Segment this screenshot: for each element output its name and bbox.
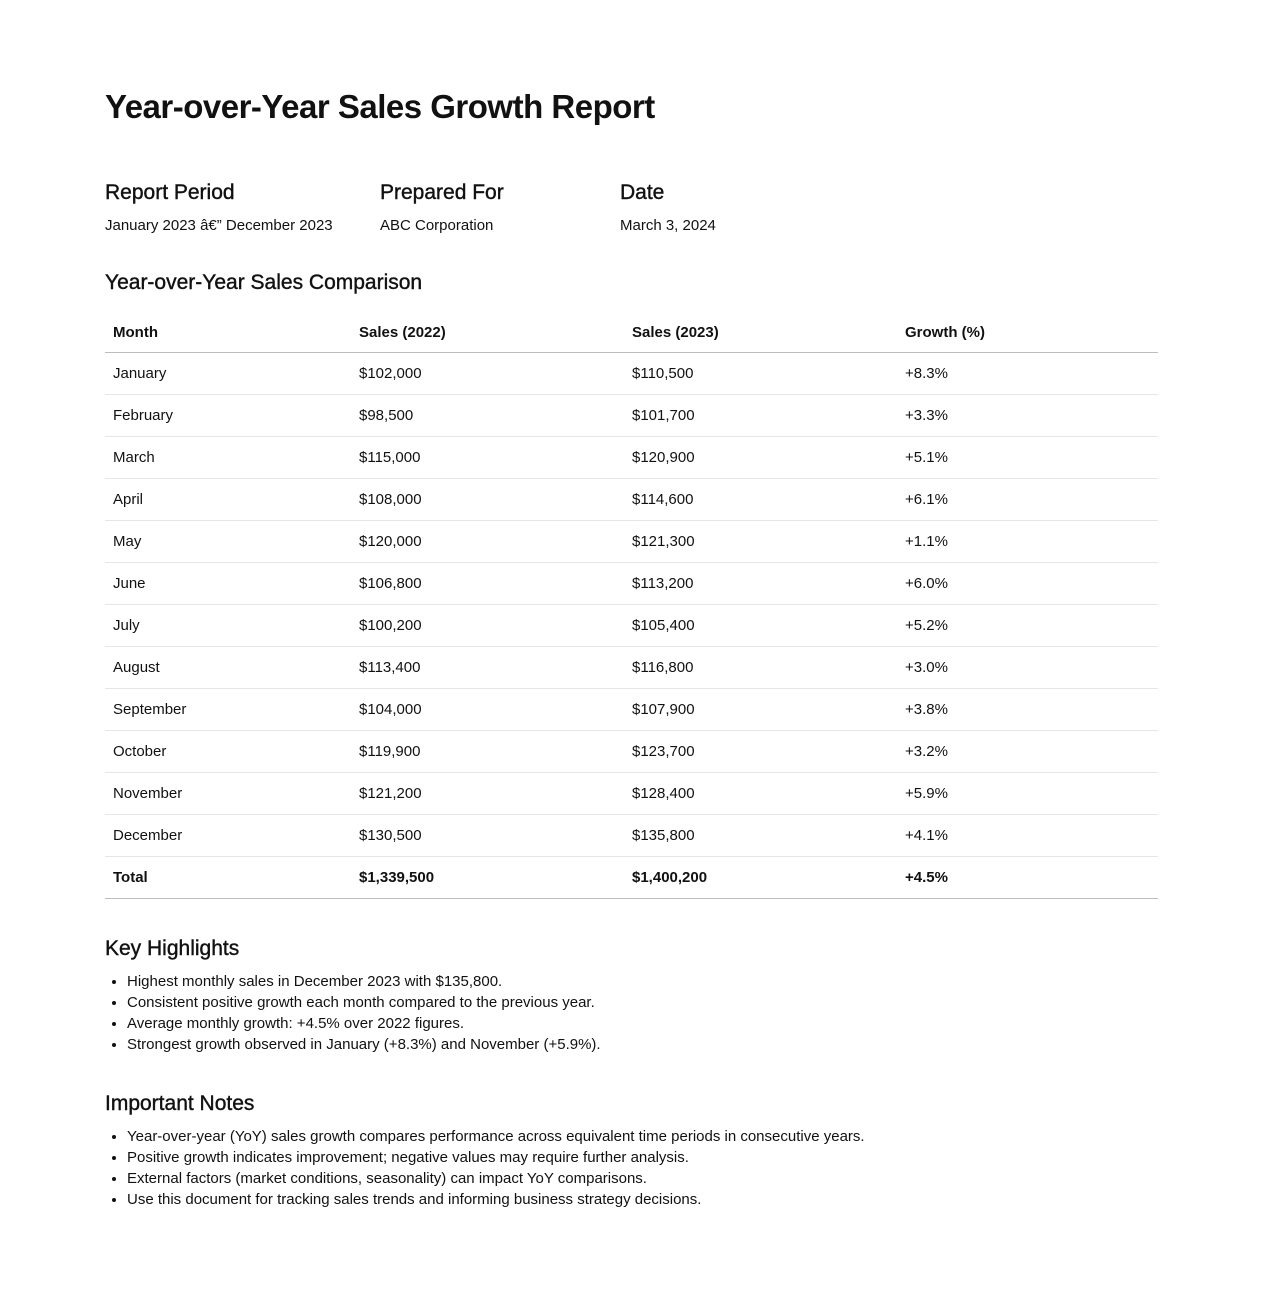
cell-month: January — [105, 353, 351, 395]
total-sales-2023: $1,400,200 — [624, 857, 897, 899]
cell-sales-2023: $121,300 — [624, 521, 897, 563]
cell-growth: +5.9% — [897, 773, 1158, 815]
cell-sales-2023: $107,900 — [624, 689, 897, 731]
cell-month: August — [105, 647, 351, 689]
table-row — [105, 437, 1158, 479]
cell-growth: +6.0% — [897, 563, 1158, 605]
cell-sales-2023: $120,900 — [624, 437, 897, 479]
table-row — [105, 521, 1158, 563]
table-row — [105, 731, 1158, 773]
cell-growth: +4.1% — [897, 815, 1158, 857]
cell-growth: +8.3% — [897, 353, 1158, 395]
comparison-section-title: Year-over-Year Sales Comparison — [105, 271, 423, 294]
cell-sales-2022: $119,900 — [351, 731, 624, 773]
cell-sales-2022: $130,500 — [351, 815, 624, 857]
cell-sales-2022: $108,000 — [351, 479, 624, 521]
list-item: • Highest monthly sales in December 2023 with $135,800. — [127, 971, 1158, 992]
cell-sales-2022: $98,500 — [351, 395, 624, 437]
list-item: • Year-over-year (YoY) sales growth compares performance across equivalent time periods in consecutive years. — [127, 1126, 1158, 1147]
cell-growth: +5.2% — [897, 605, 1158, 647]
cell-sales-2023: $123,700 — [624, 731, 897, 773]
cell-month: June — [105, 563, 351, 605]
highlights-section-title: Key Highlights — [105, 937, 240, 960]
cell-sales-2023: $101,700 — [624, 395, 897, 437]
meta-prepared-for-label: Prepared For — [380, 181, 504, 204]
cell-sales-2022: $113,400 — [351, 647, 624, 689]
cell-growth: +6.1% — [897, 479, 1158, 521]
notes-list — [105, 1126, 1158, 1210]
total-growth: +4.5% — [897, 857, 1158, 899]
list-item: • Consistent positive growth each month compared to the previous year. — [127, 992, 1158, 1013]
list-item: • External factors (market conditions, seasonality) can impact YoY comparisons. — [127, 1168, 1158, 1189]
cell-month: April — [105, 479, 351, 521]
meta-report-period-value: January 2023 â€” December 2023 — [105, 217, 333, 234]
cell-sales-2022: $121,200 — [351, 773, 624, 815]
cell-sales-2023: $135,800 — [624, 815, 897, 857]
table-row — [105, 815, 1158, 857]
cell-month: March — [105, 437, 351, 479]
cell-sales-2023: $105,400 — [624, 605, 897, 647]
cell-sales-2023: $128,400 — [624, 773, 897, 815]
table-row — [105, 395, 1158, 437]
cell-month: February — [105, 395, 351, 437]
table-total-row — [105, 857, 1158, 899]
list-item: • Use this document for tracking sales trends and informing business strategy decisions. — [127, 1189, 1158, 1210]
list-item: • Strongest growth observed in January (+8.3%) and November (+5.9%). — [127, 1034, 1158, 1055]
cell-month: October — [105, 731, 351, 773]
cell-growth: +3.0% — [897, 647, 1158, 689]
list-item: • Average monthly growth: +4.5% over 2022 figures. — [127, 1013, 1158, 1034]
table-row — [105, 773, 1158, 815]
page-title: Year-over-Year Sales Growth Report — [105, 88, 655, 125]
cell-growth: +3.8% — [897, 689, 1158, 731]
header-sales-2022: Sales (2022) — [351, 312, 624, 353]
cell-sales-2022: $106,800 — [351, 563, 624, 605]
table-row — [105, 479, 1158, 521]
meta-date-label: Date — [620, 181, 665, 204]
cell-growth: +5.1% — [897, 437, 1158, 479]
table-row — [105, 353, 1158, 395]
cell-sales-2022: $115,000 — [351, 437, 624, 479]
cell-sales-2023: $110,500 — [624, 353, 897, 395]
meta-date-value: March 3, 2024 — [620, 217, 716, 234]
report-meta — [105, 180, 1158, 236]
meta-prepared-for-value: ABC Corporation — [380, 217, 494, 234]
table-header-row — [105, 312, 1158, 353]
header-month: Month — [105, 312, 351, 353]
cell-sales-2023: $114,600 — [624, 479, 897, 521]
cell-month: December — [105, 815, 351, 857]
header-growth: Growth (%) — [897, 312, 1158, 353]
meta-date — [620, 180, 860, 236]
cell-growth: +3.2% — [897, 731, 1158, 773]
cell-growth: +3.3% — [897, 395, 1158, 437]
cell-month: July — [105, 605, 351, 647]
table-row — [105, 605, 1158, 647]
list-item: • Positive growth indicates improvement; negative values may require further analysis. — [127, 1147, 1158, 1168]
cell-month: May — [105, 521, 351, 563]
table-row — [105, 689, 1158, 731]
cell-sales-2022: $104,000 — [351, 689, 624, 731]
cell-sales-2023: $113,200 — [624, 563, 897, 605]
sales-comparison-table — [105, 312, 1158, 899]
table-row — [105, 647, 1158, 689]
meta-report-period-label: Report Period — [105, 181, 235, 204]
total-sales-2022: $1,339,500 — [351, 857, 624, 899]
cell-sales-2022: $102,000 — [351, 353, 624, 395]
cell-growth: +1.1% — [897, 521, 1158, 563]
notes-section-title: Important Notes — [105, 1092, 255, 1115]
cell-month: September — [105, 689, 351, 731]
total-label: Total — [105, 857, 351, 899]
cell-sales-2022: $120,000 — [351, 521, 624, 563]
cell-sales-2022: $100,200 — [351, 605, 624, 647]
cell-sales-2023: $116,800 — [624, 647, 897, 689]
meta-report-period — [105, 180, 380, 236]
cell-month: November — [105, 773, 351, 815]
highlights-list — [105, 971, 1158, 1055]
header-sales-2023: Sales (2023) — [624, 312, 897, 353]
meta-prepared-for — [380, 180, 620, 236]
table-row — [105, 563, 1158, 605]
